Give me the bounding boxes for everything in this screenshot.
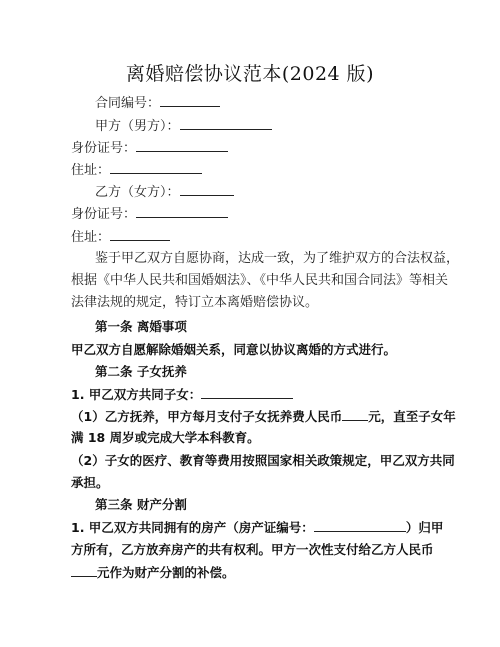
- article-3-heading: 第三条 财产分割: [95, 497, 187, 512]
- party-a-id-blank[interactable]: [136, 138, 228, 152]
- article-3-line-2: 方所有，乙方放弃房产的共有权利。甲方一次性支付给乙方人民币: [71, 542, 434, 557]
- article-2-heading: 第二条 子女抚养: [95, 364, 187, 379]
- article-2-item-1-text: 1. 甲乙双方共同子女：: [71, 387, 202, 402]
- party-a-blank[interactable]: [180, 116, 272, 130]
- child-support-amount-blank[interactable]: [342, 407, 368, 421]
- party-a-address-label: 住址：: [71, 163, 111, 178]
- article-2-item-3-line-1: （2）子女的医疗、教育等费用按照国家相关政策规定，甲乙双方共同: [71, 453, 455, 468]
- party-a-address-row: [71, 160, 202, 180]
- article-2-item-2-text-a: （1）乙方抚养，甲方每月支付子女抚养费人民币: [71, 409, 343, 424]
- party-b-label: 乙方（女方）：: [95, 185, 180, 200]
- party-a-id-label: 身份证号：: [71, 141, 137, 156]
- article-2-item-2-text-b: 元，直至子女年: [368, 409, 456, 424]
- preamble-line-1: 鉴于甲乙双方自愿协商，达成一致，为了维护双方的合法权益，: [95, 251, 460, 266]
- article-1-heading: 第一条 离婚事项: [95, 319, 187, 334]
- article-3-text-c: 元作为财产分割的补偿。: [97, 565, 235, 580]
- contract-number-blank[interactable]: [160, 93, 220, 107]
- party-b-id-blank[interactable]: [136, 204, 228, 218]
- party-a-address-blank[interactable]: [110, 160, 202, 174]
- party-b-row: [95, 182, 234, 202]
- article-3-line-3: [71, 563, 235, 582]
- party-a-row: [95, 116, 272, 136]
- party-b-address-label: 住址：: [71, 230, 111, 245]
- party-a-id-row: [71, 138, 228, 158]
- contract-number-label: 合同编号：: [95, 96, 161, 111]
- party-b-blank[interactable]: [180, 182, 234, 196]
- party-b-id-label: 身份证号：: [71, 207, 137, 222]
- property-cert-number-blank[interactable]: [314, 518, 406, 532]
- contract-number-row: [95, 93, 220, 113]
- compensation-amount-blank[interactable]: [71, 563, 97, 577]
- article-3-line-1: [71, 518, 443, 537]
- article-2-item-1: [71, 385, 293, 404]
- party-b-address-row: [71, 227, 170, 247]
- party-b-id-row: [71, 204, 228, 224]
- article-2-item-2-line-2: 满 18 周岁或完成大学本科教育。: [71, 430, 260, 445]
- article-3-text-b: ）归甲: [405, 520, 444, 535]
- preamble-line-3: 法律法规的规定，特订立本离婚赔偿协议。: [71, 295, 319, 310]
- party-a-label: 甲方（男方）：: [95, 119, 180, 134]
- article-3-text-a: 1. 甲乙双方共同拥有的房产（房产证编号：: [71, 520, 314, 535]
- document-title: 离婚赔偿协议范本(2024 版): [125, 63, 375, 85]
- article-2-item-3-line-2: 承担。: [71, 475, 109, 490]
- article-1-text: 甲乙双方自愿解除婚姻关系，同意以协议离婚的方式进行。: [71, 342, 397, 357]
- party-b-address-blank[interactable]: [110, 227, 170, 241]
- children-name-blank[interactable]: [201, 385, 293, 399]
- article-2-item-2-line-1: [71, 407, 456, 426]
- preamble-line-2: 根据《中华人民共和国婚姻法》、《中华人民共和国合同法》等相关: [71, 273, 449, 288]
